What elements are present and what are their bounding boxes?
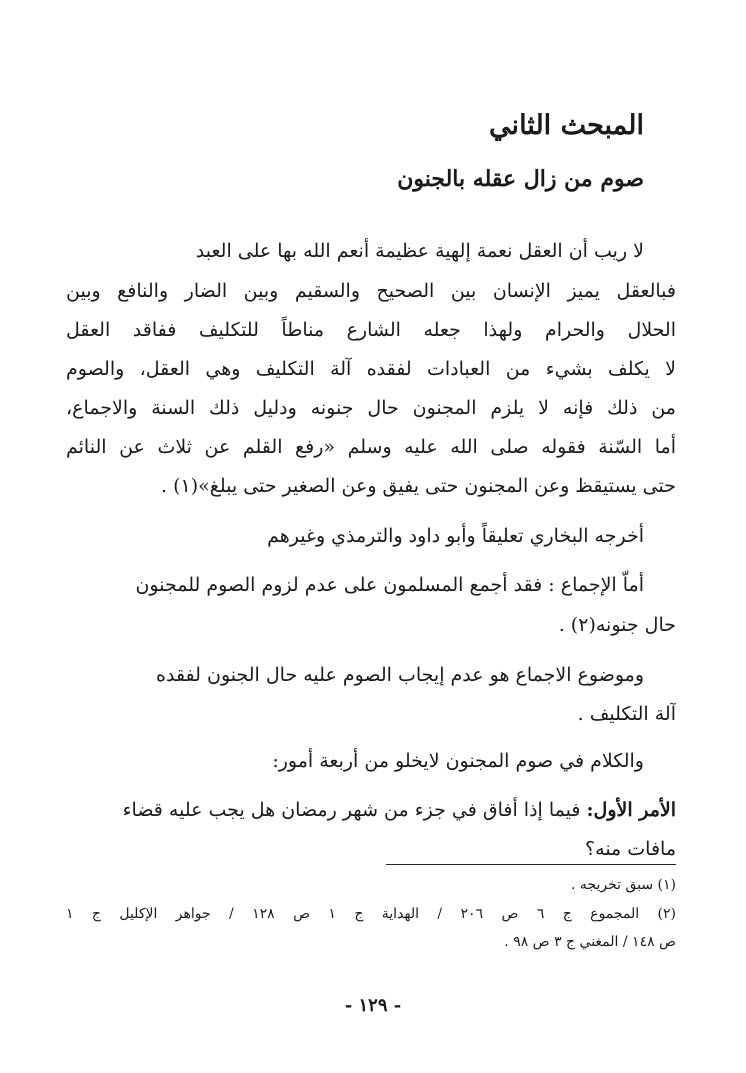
paragraph-4-line-1: وموضوع الاجماع هو عدم إيجاب الصوم عليه حال الجنون لفقده — [156, 664, 644, 686]
paragraph-1-line-2: فبالعقل يميز الإنسان بين الصحيح والسقيم وبين الضار والنافع وبين — [66, 280, 676, 302]
footnote-2-line-2: ص ١٤٨ / المغني ج ٣ ص ٩٨ . — [504, 934, 676, 950]
chapter-title: المبحث الثاني — [489, 110, 644, 141]
page-number: - ١٢٩ - — [344, 995, 402, 1016]
paragraph-6-line-1 — [66, 795, 676, 827]
paragraph-3-line-2: حال جنونه(٢) . — [558, 614, 676, 636]
first-matter-label: الأمر الأول: — [586, 799, 676, 821]
paragraph-1-line-3: الحلال والحرام ولهذا جعله الشارع مناطاً للتكليف ففاقد العقل — [66, 319, 676, 341]
paragraph-1-line-7: حتى يستيقظ وعن المجنون حتى يفيق وعن الصغير حتى يبلغ»(١) . — [160, 475, 676, 497]
paragraph-4-line-2: آلة التكليف . — [577, 703, 676, 725]
paragraph-1-line-1: لا ريب أن العقل نعمة إلهية عظيمة أنعم الله بها على العبد — [195, 240, 644, 262]
paragraph-5: والكلام في صوم المجنون لايخلو من أربعة أمور: — [272, 750, 644, 772]
paragraph-1-line-6: أما السّنة فقوله صلى الله عليه وسلم «رفع القلم عن ثلاث عن النائم — [66, 436, 676, 458]
paragraph-3-line-1: أماّ الإجماع : فقد أجمع المسلمون على عدم لزوم الصوم للمجنون — [135, 574, 644, 596]
paragraph-1-line-4: لا يكلف بشيء من العبادات لفقده آلة التكليف وهي العقل، والصوم — [66, 358, 676, 380]
footnote-2-line-1: (٢) المجموع ج ٦ ص ٢٠٦ / الهداية ج ١ ص ١٢٨ / جواهر الإكليل ج ١ — [66, 906, 676, 922]
first-matter-text: فيما إذا أفاق في جزء من شهر رمضان هل يجب عليه قضاء — [122, 799, 581, 821]
footnote-1: (١) سبق تخريجه . — [571, 877, 676, 893]
footnote-divider — [386, 864, 676, 865]
paragraph-2: أخرجه البخاري تعليقاً وأبو داود والترمذي وغيرهم — [267, 525, 644, 547]
paragraph-6-line-2: مافات منه؟ — [585, 838, 676, 860]
paragraph-1-line-5: من ذلك فإنه لا يلزم المجنون حال جنونه ودليل ذلك السنة والاجماع، — [66, 397, 676, 419]
chapter-subtitle: صوم من زال عقله بالجنون — [397, 166, 644, 192]
